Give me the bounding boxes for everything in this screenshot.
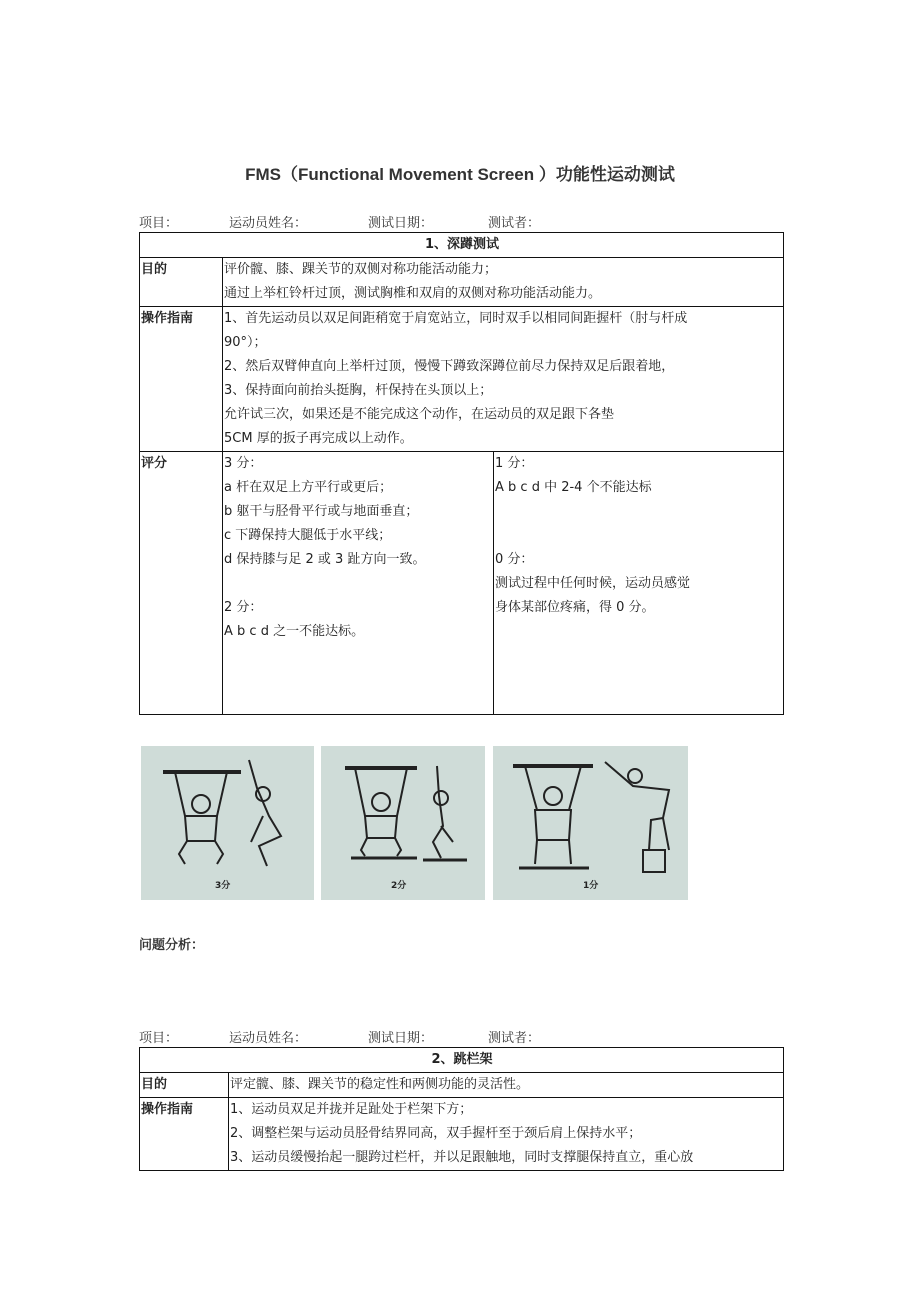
squat-illustration — [493, 746, 688, 900]
text-line: A b c d 之一不能达标。 — [224, 624, 365, 639]
test2-purpose-label: 目的 — [140, 1073, 229, 1098]
text-line — [495, 524, 783, 548]
test1-guide — [223, 307, 784, 452]
text-line: c 下蹲保持大腿低于水平线； — [224, 528, 392, 543]
text-line: 5CM 厚的扳子再完成以上动作。 — [224, 431, 413, 446]
text-line: 3、运动员缓慢抬起一腿跨过栏杆，并以足跟触地，同时支撑腿保持直立，重心放 — [230, 1150, 694, 1165]
test2-purpose — [229, 1073, 784, 1098]
text-line: 1、运动员双足并拢并足趾处于栏架下方； — [230, 1102, 473, 1117]
analysis-label: 问题分析： — [139, 938, 205, 953]
test2-guide — [229, 1098, 784, 1171]
meta-date: 测试日期： — [368, 216, 434, 231]
test1-guide-label: 操作指南 — [140, 307, 223, 452]
figure-3-points — [141, 746, 314, 900]
text-line: 1、首先运动员以双足间距稍宽于肩宽站立，同时双手以相同间距握杆（肘与杆成 — [224, 311, 688, 326]
meta-project: 项目： — [139, 1031, 179, 1046]
text-line: 1 分： — [495, 456, 534, 471]
figure-caption: 1分 — [583, 881, 599, 891]
figure-caption: 2分 — [391, 881, 407, 891]
meta-tester: 测试者： — [488, 1031, 541, 1046]
test2-table — [139, 1047, 784, 1171]
test1-heading: 1、深蹲测试 — [140, 233, 784, 258]
meta-tester: 测试者： — [488, 216, 541, 231]
text-line: 2 分： — [224, 600, 263, 615]
text-line: 评价髋、膝、踝关节的双侧对称功能活动能力； — [224, 262, 498, 277]
text-line: 允许试三次，如果还是不能完成这个动作，在运动员的双足跟下各垫 — [224, 407, 615, 422]
text-line: 评定髋、膝、踝关节的稳定性和两侧功能的灵活性。 — [230, 1077, 530, 1092]
test1-table — [139, 232, 784, 715]
test1-score-left — [223, 452, 494, 715]
text-line: 2、然后双臂伸直向上举杆过顶，慢慢下蹲致深蹲位前尽力保持双足后跟着地， — [224, 359, 675, 374]
test2-heading: 2、跳栏架 — [140, 1048, 784, 1073]
test1-purpose-label: 目的 — [140, 258, 223, 307]
figure-2-points — [321, 746, 485, 900]
meta-date: 测试日期： — [368, 1031, 434, 1046]
figure-caption: 3分 — [215, 881, 231, 891]
text-line: A b c d 中 2-4 个不能达标 — [495, 480, 652, 495]
text-line: 0 分： — [495, 552, 534, 567]
text-line: 90°）； — [224, 335, 267, 350]
meta-athlete: 运动员姓名： — [229, 216, 308, 231]
text-line: 2、调整栏架与运动员胫骨结界同高，双手握杆至于颈后肩上保持水平； — [230, 1126, 642, 1141]
text-line: 通过上举杠铃杆过顶，测试胸椎和双肩的双侧对称功能活动能力。 — [224, 286, 602, 301]
text-line — [224, 572, 493, 596]
text-line: 3 分： — [224, 456, 263, 471]
meta-athlete: 运动员姓名： — [229, 1031, 308, 1046]
document-title: FMS（Functional Movement Screen ）功能性运动测试 — [245, 165, 675, 184]
text-line — [495, 500, 783, 524]
squat-illustration — [321, 746, 485, 900]
text-line: d 保持膝与足 2 或 3 趾方向一致。 — [224, 552, 426, 567]
test2-guide-label: 操作指南 — [140, 1098, 229, 1171]
figure-1-point — [493, 746, 688, 900]
text-line: 身体某部位疼痛，得 0 分。 — [495, 600, 655, 615]
squat-illustration — [141, 746, 314, 900]
meta-project: 项目： — [139, 216, 179, 231]
test1-purpose — [223, 258, 784, 307]
text-line: a 杆在双足上方平行或更后； — [224, 480, 393, 495]
text-line: 测试过程中任何时候，运动员感觉 — [495, 576, 691, 591]
text-line: b 躯干与胫骨平行或与地面垂直； — [224, 504, 419, 519]
test1-score-label: 评分 — [140, 452, 223, 715]
text-line: 3、保持面向前抬头挺胸，杆保持在头顶以上； — [224, 383, 493, 398]
test1-score-right — [494, 452, 784, 715]
